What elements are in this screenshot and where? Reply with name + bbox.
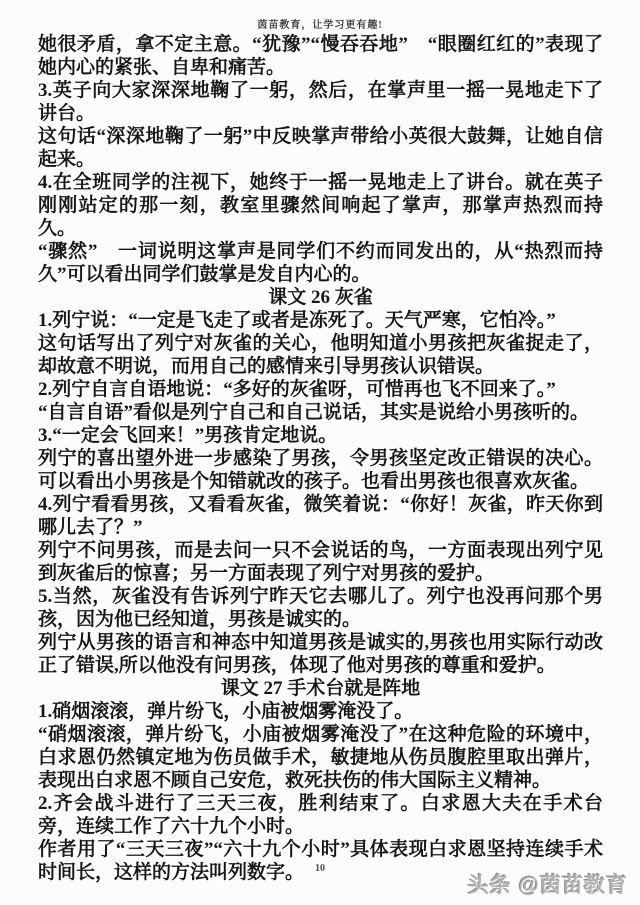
lesson-heading: 课文 26 灰雀 [268,287,373,308]
page-number: 10 [315,863,325,874]
paragraph: 2.列宁自言自语地说：“多好的灰雀呀，可惜再也飞不回来了。” [38,379,556,400]
paragraph: 4.在全班同学的注视下，她终于一摇一晃地走上了讲台。就在英子刚刚站定的那一刻，教室里骤然间响起了掌声，那掌声热烈而持久。 [38,172,603,239]
paragraph: 列宁不问男孩，而是去问一只不会说话的鸟，一方面表现出列宁见到灰雀后的惊喜；另一方面表现了列宁对男孩的爱护。 [38,540,603,584]
paragraph: 1.硝烟滚滚，弹片纷飞，小庙被烟雾淹没了。 [38,701,414,722]
paragraph: 2.齐会战斗进行了三天三夜，胜利结束了。白求恩大夫在手术台旁，连续工作了六十九个小时。 [38,793,603,837]
watermark: 头条 @茵苗教育 [467,874,628,897]
paragraph: 5.当然，灰雀没有告诉列宁昨天它去哪儿了。列宁也没再问那个男孩，因为他已经知道，男孩是诚实的。 [38,586,603,630]
header-slogan: 茵苗教育，让学习更有趣! [257,20,383,31]
document-body [38,33,603,884]
paragraph: 这句话“深深地鞠了一躬”中反映掌声带给小英很大鼓舞，让她自信起来。 [38,126,603,170]
paragraph: 3.英子向大家深深地鞠了一躬，然后，在掌声里一摇一晃地走下了讲台。 [38,80,603,124]
paragraph: 1.列宁说：“一定是飞走了或者是冻死了。天气严寒，它怕冷。” [38,310,556,331]
paragraph: 作者用了“三天三夜”“六十九个小时”具体表现白求恩坚持连续手术时间长，这样的方法叫列数字。 [38,839,603,883]
paragraph: “骤然” 一词说明这掌声是同学们不约而同发出的，从“热烈而持久”可以看出同学们鼓掌是发自内心的。 [38,241,603,285]
lesson-heading: 课文 27 手术台就是阵地 [220,678,421,699]
paragraph: 3.“一定会飞回来！”男孩肯定地说。 [38,425,338,446]
paragraph: 列宁从男孩的语言和神态中知道男孩是诚实的,男孩也用实际行动改正了错误,所以他没有问男孩，体现了他对男孩的尊重和爱护。 [38,632,603,676]
paragraph: “硝烟滚滚，弹片纷飞，小庙被烟雾淹没了”在这种危险的环境中，白求恩仍然镇定地为伤员做手术，敏捷地从伤员腹腔里取出弹片，表现出白求恩不顾自己安危，救死扶伤的伟大国际主义精神。 [38,724,603,791]
paragraph: 她很矛盾，拿不定主意。“犹豫”“慢吞吞地” “眼圈红红的”表现了她内心的紧张、自卑和痛苦。 [38,34,603,78]
paragraph: 4.列宁看看男孩，又看看灰雀，微笑着说：“你好！灰雀，昨天你到哪儿去了？” [38,494,603,538]
paragraph: 这句话写出了列宁对灰雀的关心，他明知道小男孩把灰雀捉走了，却故意不明说，而用自己的感情来引导男孩认识错误。 [38,333,603,377]
paragraph: 列宁的喜出望外进一步感染了男孩，令男孩坚定改正错误的决心。可以看出小男孩是个知错就改的孩子。也看出男孩也很喜欢灰雀。 [38,448,603,492]
paragraph: “自言自语”看似是列宁自己和自己说话，其实是说给小男孩听的。 [38,402,590,423]
